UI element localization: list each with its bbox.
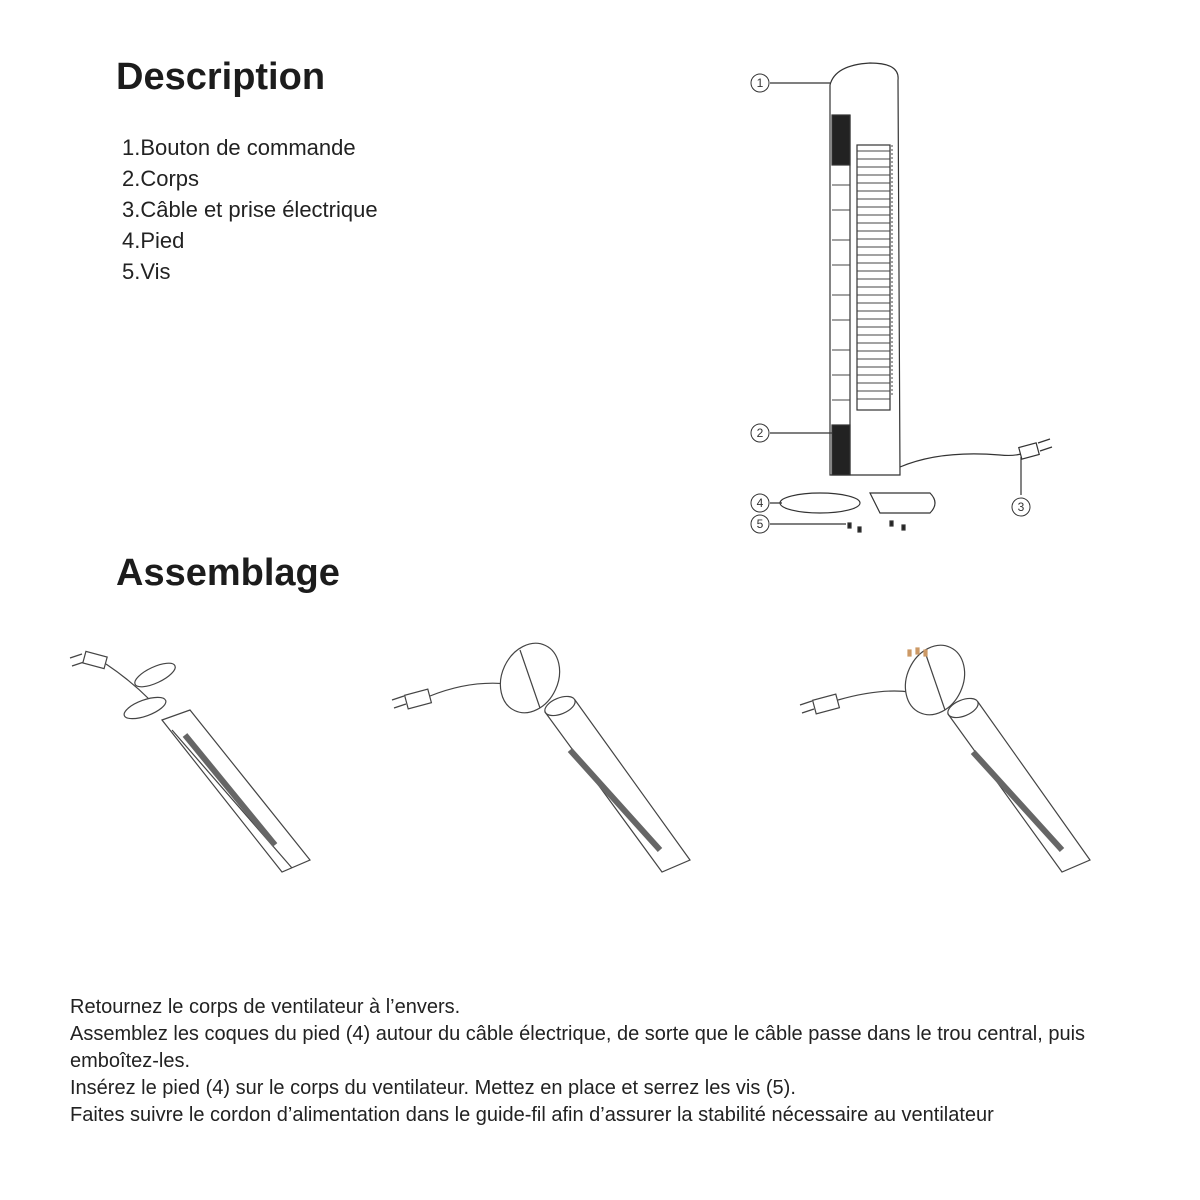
callout-3: 3 xyxy=(1017,500,1025,514)
plug xyxy=(1019,439,1052,459)
part-item: 5.Vis xyxy=(122,259,171,284)
callout-2: 2 xyxy=(756,426,764,440)
screw-arrows xyxy=(908,648,927,656)
instruction-step: Retournez le corps de ventilateur à l’envers. xyxy=(70,996,461,1018)
assembly-instructions xyxy=(70,994,1170,1129)
callout-4: 4 xyxy=(756,496,764,510)
instruction-step: Insérez le pied (4) sur le corps du ventilateur. Mettez en place et serrez les vis (5). xyxy=(70,1077,796,1099)
instruction-step: Assemblez les coques du pied (4) autour du câble électrique, de sorte que le câble passe dans le trou central, puis emboîtez-les. xyxy=(70,1023,1086,1072)
tower-fan-diagram xyxy=(740,55,1060,555)
part-item: 4.Pied xyxy=(122,228,185,253)
base-left xyxy=(780,493,860,513)
callout-1: 1 xyxy=(756,76,764,90)
assembly-title: Assemblage xyxy=(116,552,340,594)
parts-list xyxy=(122,132,378,287)
assembly-step-3-illustration xyxy=(790,640,1110,890)
assembly-step-2-illustration xyxy=(390,640,710,890)
callout-5: 5 xyxy=(756,517,764,531)
assembly-step-1-illustration xyxy=(60,640,320,890)
part-item: 1.Bouton de commande xyxy=(122,135,356,160)
fan-body-dark-bottom xyxy=(832,425,850,475)
screws xyxy=(848,521,905,532)
instruction-step: Faites suivre le cordon d’alimentation dans le guide-fil afin d’assurer la stabilité nécessaire au ventilateur xyxy=(70,1104,994,1126)
power-cable xyxy=(900,450,1030,467)
description-title: Description xyxy=(116,56,326,98)
part-item: 3.Câble et prise électrique xyxy=(122,197,378,222)
base-right xyxy=(870,493,935,513)
fan-body-dark-top xyxy=(832,115,850,165)
part-item: 2.Corps xyxy=(122,166,200,191)
